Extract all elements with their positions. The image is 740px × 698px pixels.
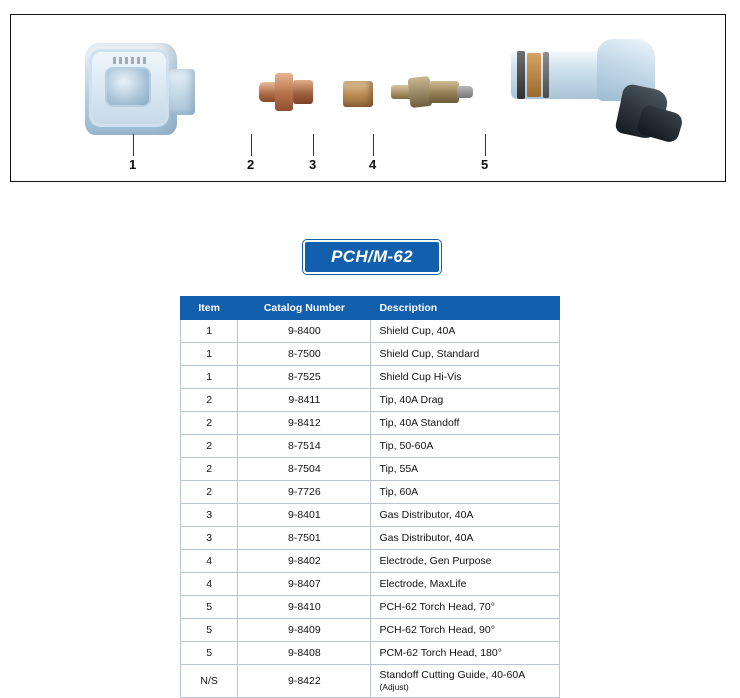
callout-5-torch-head bbox=[481, 157, 488, 172]
table-row bbox=[181, 527, 560, 550]
cell-item: 2 bbox=[181, 389, 238, 412]
table-row bbox=[181, 389, 560, 412]
callout-4-electrode bbox=[369, 157, 376, 172]
table-row bbox=[181, 458, 560, 481]
electrode-body bbox=[429, 81, 459, 103]
cell-catalog-number: 9-8411 bbox=[238, 389, 371, 412]
cell-catalog-number: 9-8412 bbox=[238, 412, 371, 435]
cell-description bbox=[371, 343, 560, 366]
table-row bbox=[181, 619, 560, 642]
cell-catalog-number: 9-7726 bbox=[238, 481, 371, 504]
cell-item: 2 bbox=[181, 412, 238, 435]
cell-description bbox=[371, 573, 560, 596]
cell-item: 4 bbox=[181, 573, 238, 596]
cell-description-text: Tip, 55A bbox=[379, 463, 419, 475]
cell-description bbox=[371, 389, 560, 412]
cell-description bbox=[371, 458, 560, 481]
torch-head-ring-black bbox=[517, 51, 525, 99]
torch-head-handle bbox=[636, 104, 685, 144]
torch-head-ring-brass bbox=[527, 53, 541, 97]
electrode-tip-end bbox=[457, 86, 473, 98]
cell-catalog-number: 8-7504 bbox=[238, 458, 371, 481]
cell-description-text: Gas Distributor, 40A bbox=[379, 532, 474, 544]
cell-description bbox=[371, 481, 560, 504]
callout-5-leader bbox=[485, 134, 486, 156]
shield-cup-marking bbox=[113, 57, 149, 64]
cell-item: 5 bbox=[181, 596, 238, 619]
table-row bbox=[181, 435, 560, 458]
cell-description-text: PCM-62 Torch Head, 180° bbox=[379, 647, 502, 659]
cell-catalog-number: 9-8402 bbox=[238, 550, 371, 573]
cell-description-text: Tip, 40A Drag bbox=[379, 394, 444, 406]
cell-description-text: PCH-62 Torch Head, 70° bbox=[379, 601, 495, 613]
table-row bbox=[181, 412, 560, 435]
callout-2-tip bbox=[247, 157, 254, 172]
exploded-view-diagram bbox=[61, 25, 681, 173]
cell-item: 1 bbox=[181, 320, 238, 343]
column-header-item: Item bbox=[181, 297, 238, 320]
cell-item: 5 bbox=[181, 619, 238, 642]
cell-item: 3 bbox=[181, 504, 238, 527]
cell-catalog-number: 9-8401 bbox=[238, 504, 371, 527]
cell-catalog-number: 9-8422 bbox=[238, 665, 371, 698]
cell-description-note: (Adjust) bbox=[379, 682, 409, 692]
part-shield-cup-image bbox=[85, 43, 195, 135]
callout-5-label: 5 bbox=[481, 157, 489, 172]
tip-flange bbox=[275, 73, 293, 111]
cell-description bbox=[371, 366, 560, 389]
table-row bbox=[181, 320, 560, 343]
cell-catalog-number: 9-8408 bbox=[238, 642, 371, 665]
callout-3-label: 3 bbox=[309, 157, 317, 172]
cell-catalog-number: 9-8410 bbox=[238, 596, 371, 619]
callout-3-gas-distributor bbox=[309, 157, 316, 172]
torch-head-ring-steel bbox=[543, 52, 549, 98]
table-row bbox=[181, 481, 560, 504]
cell-catalog-number: 9-8400 bbox=[238, 320, 371, 343]
cell-item: 1 bbox=[181, 366, 238, 389]
cell-description bbox=[371, 642, 560, 665]
cell-catalog-number: 9-8407 bbox=[238, 573, 371, 596]
cell-description-text: Electrode, Gen Purpose bbox=[379, 555, 492, 567]
cell-catalog-number: 8-7525 bbox=[238, 366, 371, 389]
cell-description-text: Standoff Cutting Guide, 40-60A bbox=[379, 669, 525, 681]
column-header-catalog-number: Catalog Number bbox=[238, 297, 371, 320]
cell-item: 1 bbox=[181, 343, 238, 366]
cell-catalog-number: 8-7500 bbox=[238, 343, 371, 366]
table-row bbox=[181, 596, 560, 619]
table-row bbox=[181, 366, 560, 389]
cell-catalog-number: 8-7501 bbox=[238, 527, 371, 550]
cell-description-text: PCH-62 Torch Head, 90° bbox=[379, 624, 495, 636]
table-row bbox=[181, 343, 560, 366]
table-row bbox=[181, 504, 560, 527]
tip-back bbox=[293, 80, 313, 104]
cell-description bbox=[371, 320, 560, 343]
cell-description bbox=[371, 412, 560, 435]
cell-description bbox=[371, 550, 560, 573]
page-title: PCH/M-62 bbox=[303, 240, 441, 274]
callout-1-leader bbox=[133, 134, 134, 156]
callout-1-shield-cup bbox=[129, 157, 136, 172]
part-gas-distributor-image bbox=[343, 81, 373, 107]
cell-description bbox=[371, 596, 560, 619]
cell-item: 3 bbox=[181, 527, 238, 550]
cell-description-text: Gas Distributor, 40A bbox=[379, 509, 474, 521]
cell-description bbox=[371, 435, 560, 458]
cell-description-text: Shield Cup Hi-Vis bbox=[379, 371, 462, 383]
cell-description-text: Tip, 50-60A bbox=[379, 440, 434, 452]
parts-table bbox=[180, 296, 560, 698]
callout-4-leader bbox=[373, 134, 374, 156]
cell-catalog-number: 8-7514 bbox=[238, 435, 371, 458]
table-row bbox=[181, 550, 560, 573]
shield-cup-tail bbox=[169, 69, 195, 115]
part-electrode-image bbox=[391, 69, 473, 115]
illustration-panel bbox=[10, 14, 726, 182]
cell-description bbox=[371, 504, 560, 527]
cell-description bbox=[371, 619, 560, 642]
column-header-description: Description bbox=[371, 297, 560, 320]
table-row bbox=[181, 665, 560, 698]
cell-item: 2 bbox=[181, 458, 238, 481]
callout-1-label: 1 bbox=[129, 157, 137, 172]
callout-3-leader bbox=[313, 134, 314, 156]
cell-description-text: Tip, 60A bbox=[379, 486, 419, 498]
cell-item: 2 bbox=[181, 481, 238, 504]
cell-description-text: Tip, 40A Standoff bbox=[379, 417, 460, 429]
table-row bbox=[181, 573, 560, 596]
parts-table-header bbox=[181, 297, 560, 320]
cell-item: N/S bbox=[181, 665, 238, 698]
cell-description-text: Shield Cup, 40A bbox=[379, 325, 456, 337]
shield-cup-bore bbox=[105, 67, 151, 107]
table-row bbox=[181, 642, 560, 665]
cell-item: 4 bbox=[181, 550, 238, 573]
cell-description bbox=[371, 665, 560, 698]
cell-item: 5 bbox=[181, 642, 238, 665]
cell-description-text: Electrode, MaxLife bbox=[379, 578, 467, 590]
cell-description bbox=[371, 527, 560, 550]
callout-2-leader bbox=[251, 134, 252, 156]
callout-4-label: 4 bbox=[369, 157, 377, 172]
cell-item: 2 bbox=[181, 435, 238, 458]
table-header-row bbox=[181, 297, 560, 320]
parts-table-body bbox=[181, 320, 560, 698]
cell-catalog-number: 9-8409 bbox=[238, 619, 371, 642]
part-tip-image bbox=[259, 73, 313, 111]
cell-description-text: Shield Cup, Standard bbox=[379, 348, 480, 360]
callout-2-label: 2 bbox=[247, 157, 255, 172]
part-torch-head-image bbox=[511, 33, 681, 145]
